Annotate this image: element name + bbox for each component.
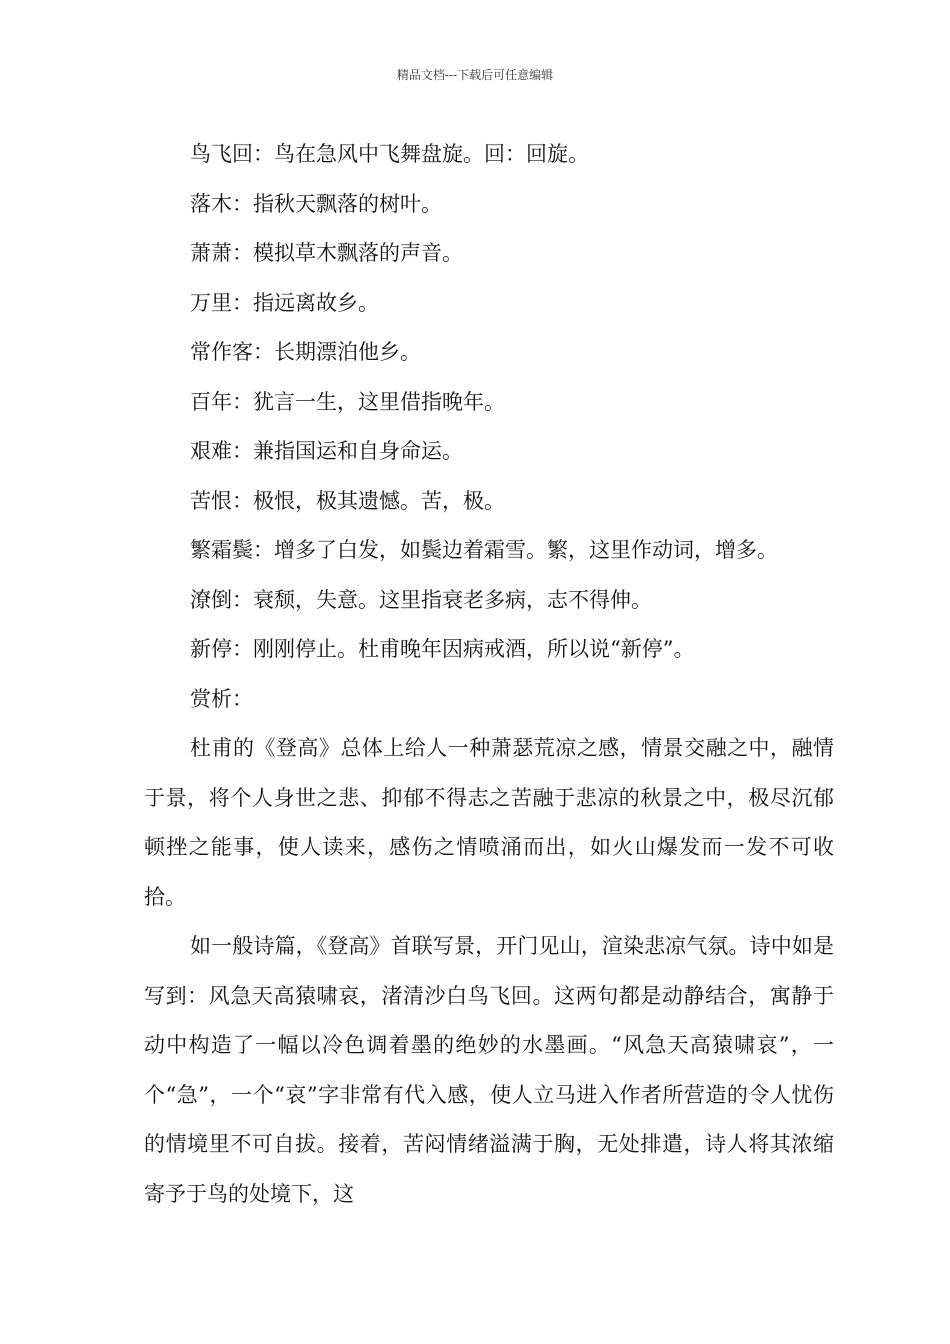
note-line: 萧萧：模拟草木飘落的声音。 [190,241,463,265]
section-label-appreciation: 赏析： [190,686,253,711]
note-line: 百年：犹言一生，这里借指晚年。 [190,389,505,414]
note-line: 潦倒：衰颓，失意。这里指衰老多病，志不得伸。 [190,587,652,612]
note-line: 万里：指远离故乡。 [190,290,379,315]
note-line: 艰难：兼指国运和自身命运。 [190,439,463,463]
appreciation-paragraph-1: 杜甫的《登高》总体上给人一种萧瑟荒凉之感，情景交融之中，融情于景，将个人身世之悲、抑郁不得志之苦融于悲凉的秋景之中，极尽沉郁顿挫之能事，使人读来，感伤之情喷涌而出，如火山爆发而一发不可收拾。 [144,736,834,909]
document-body [144,130,834,1219]
note-line: 苦恨：极恨，极其遗憾。苦，极。 [190,488,505,513]
note-line: 落木：指秋天飘落的树叶。 [190,191,442,216]
note-line: 鸟飞回：鸟在急风中飞舞盘旋。回：回旋。 [190,142,589,166]
note-line: 新停：刚刚停止。杜甫晚年因病戒酒，所以说“新停”。 [190,637,695,661]
note-line: 常作客：长期漂泊他乡。 [190,340,421,364]
appreciation-paragraph-2: 如一般诗篇，《登高》首联写景，开门见山，渲染悲凉气氛。诗中如是写到：风急天高猿啸哀，渚清沙白鸟飞回。这两句都是动静结合，寓静于动中构造了一幅以冷色调着墨的绝妙的水墨画。“风急天高猿啸哀”，一个“急”，一个“哀”字非常有代入感，使人立马进入作者所营造的令人忧伤的情境里不可自拔。接着，苦闷情绪溢满于胸，无处排遣，诗人将其浓缩寄予于鸟的处境下，这 [144,934,834,1206]
page-header: 精品文档---下载后可任意编辑 [396,68,554,82]
note-line: 繁霜鬓：增多了白发，如鬓边着霜雪。繁，这里作动词，增多。 [190,538,778,562]
